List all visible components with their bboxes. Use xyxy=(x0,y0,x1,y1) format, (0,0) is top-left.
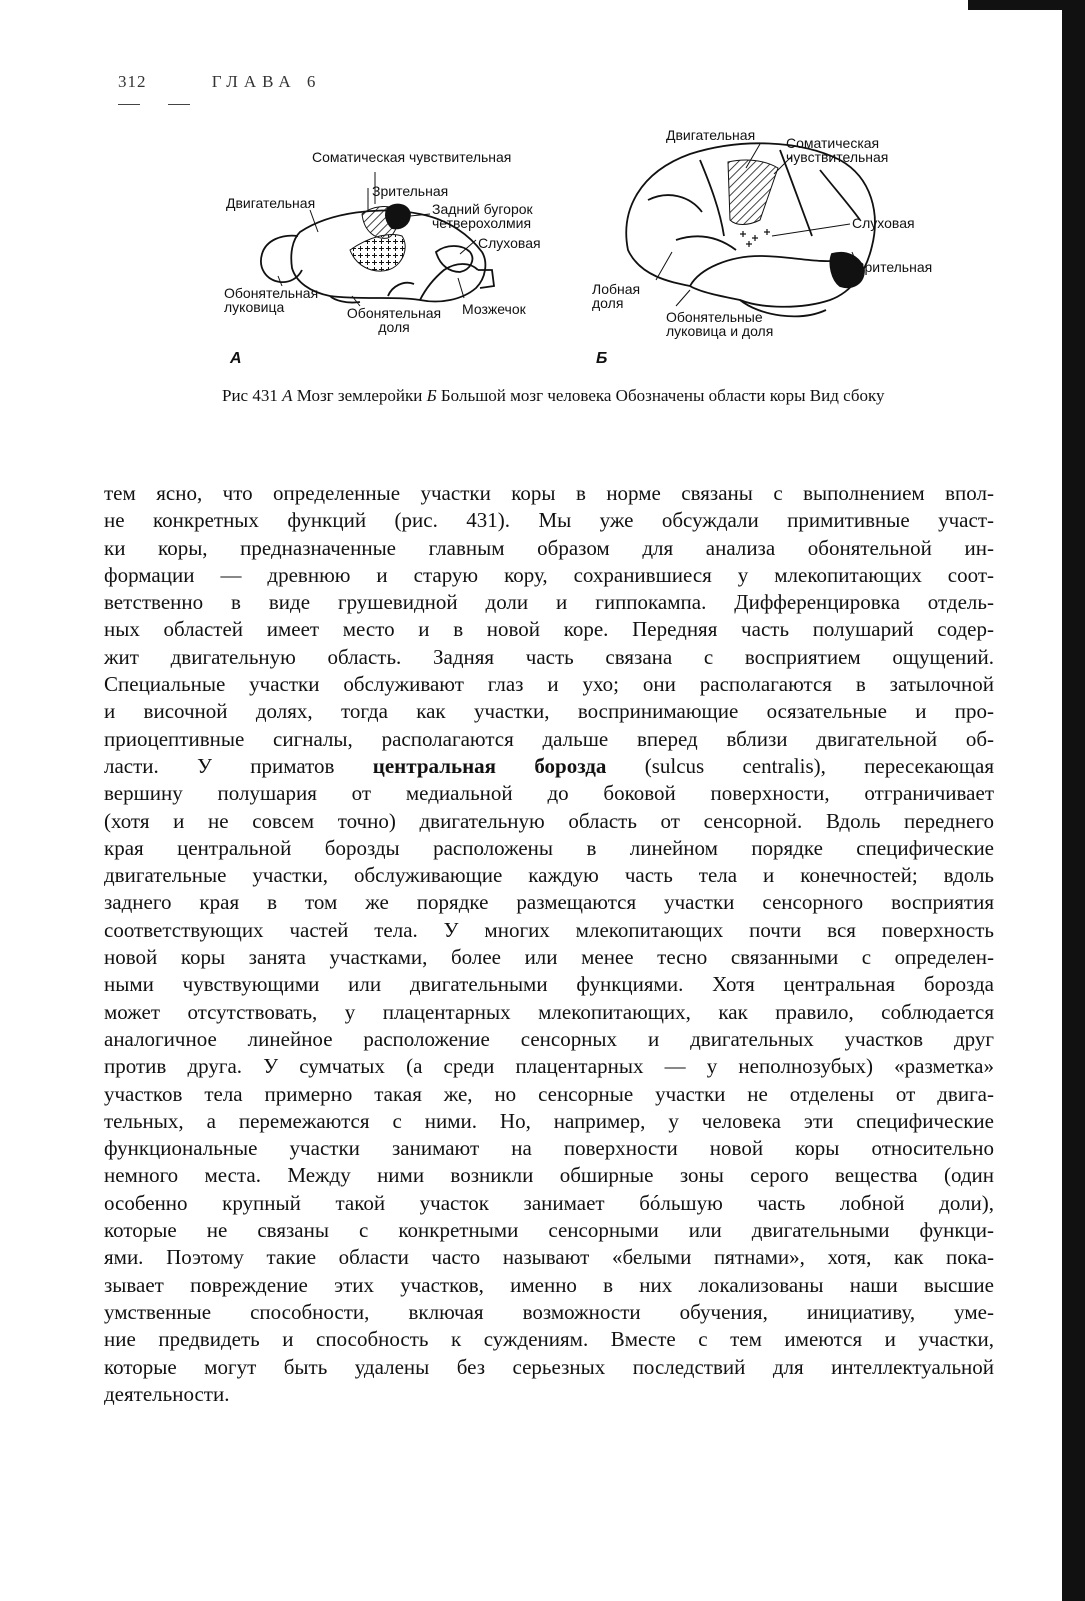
text-line: которые могут быть удалены без серьезных последствий для интеллектуальной xyxy=(104,1354,994,1379)
text-line: ями. Поэтому такие области часто называют «белыми пятнами», хотя, как пока- xyxy=(104,1245,994,1270)
text-line: против друга. У сумчатых (а среди плацентарных — у неполнозубых) «разметка» xyxy=(104,1054,994,1079)
caption-b-letter: Б xyxy=(426,386,437,405)
label-a-somatic: Соматическая чувствительная xyxy=(312,149,512,165)
text-line: Специальные участки обслуживают глаз и ухо; они располагаются в затылочной xyxy=(104,672,994,697)
label-a-olfactory-bulb: Обонятельная луковица xyxy=(224,285,319,315)
chapter-title: ГЛАВА 6 xyxy=(211,72,322,91)
label-b-olfactory: Обонятельные луковица и доля xyxy=(666,309,774,339)
text-line: заднего края в том же порядке размещаются участки сенсорного восприятия xyxy=(104,890,994,915)
panel-letter-a: А xyxy=(230,350,242,367)
text-line: и височной долях, тогда как участки, воспринимающие осязательные и про- xyxy=(104,699,994,724)
text-line: ными чувствующими или двигательными функциями. Хотя центральная борозда xyxy=(104,972,994,997)
text-line: ветственно в виде грушевидной доли и гиппокампа. Дифференцировка отдель- xyxy=(104,590,994,615)
text-line: соответствующих частей тела. У многих млекопитающих почти вся поверхность xyxy=(104,917,994,942)
text-line: функциональные участки занимают на поверхности новой коры относительно xyxy=(104,1136,994,1161)
label-a-visual: Зрительная xyxy=(372,183,449,199)
text-line: ние предвидеть и способность к суждениям. Вместе с тем имеются и участки, xyxy=(104,1327,994,1352)
text-line: приоцептивные сигналы, располагаются дальше вперед вблизи двигательной об- xyxy=(104,726,994,751)
text-span: ласти. У приматов xyxy=(104,753,373,778)
text-line: аналогичное линейное расположение сенсорных и двигательных участков друг xyxy=(104,1026,994,1051)
text-span: (sulcus centralis), пересекающая xyxy=(606,753,994,778)
text-line: ных областей имеет место и в новой коре. Передняя часть полушарий содер- xyxy=(104,617,994,642)
text-line: тельных, а перемежаются с ними. Но, например, у человека эти специфические xyxy=(104,1108,994,1133)
text-line: (хотя и не совсем точно) двигательную область от сенсорной. Вдоль переднего xyxy=(104,808,994,833)
label-a-posterior-colliculus: Задний бугорок четверохолмия xyxy=(432,201,533,231)
text-line-last: деятельности. xyxy=(104,1381,230,1406)
text-line: тем ясно, что определенные участки коры в норме связаны с выполнением впол- xyxy=(104,481,994,505)
panel-letter-b: Б xyxy=(596,350,608,367)
label-b-somatic: Соматическая чувствительная xyxy=(786,135,889,165)
caption-a-letter: А xyxy=(282,386,293,405)
body-text xyxy=(104,480,994,1408)
text-line: зывает повреждение этих участков, именно в них локализованы наши высшие xyxy=(104,1272,994,1297)
text-line: ки коры, предназначенные главным образом для анализа обонятельной ин- xyxy=(104,535,994,560)
text-line: жит двигательную область. Задняя часть связана с восприятием ощущений. xyxy=(104,644,994,669)
label-a-olfactory-lobe: Обонятельная доля xyxy=(346,305,442,335)
text-line xyxy=(104,753,994,780)
text-line: умственные способности, включая возможности обучения, инициативу, уме- xyxy=(104,1299,994,1324)
text-line: особенно крупный такой участок занимает бóльшую часть лобной доли), xyxy=(104,1190,994,1215)
label-b-motor: Двигательная xyxy=(666,127,756,143)
label-b-frontal-lobe: Лобная доля xyxy=(592,281,641,311)
text-line: вершину полушария от медиальной до боковой поверхности, отграничивает xyxy=(104,781,994,806)
label-a-auditory: Слуховая xyxy=(478,235,541,251)
label-a-motor: Двигательная xyxy=(226,195,316,211)
text-line: которые не связаны с конкретными сенсорными или двигательными функци- xyxy=(104,1218,994,1243)
text-line: немного места. Между ними возникли обширные зоны серого вещества (один xyxy=(104,1163,994,1188)
figure-431 xyxy=(0,0,1085,440)
label-b-auditory: Слуховая xyxy=(852,215,915,231)
term-central-sulcus: центральная борозда xyxy=(372,753,607,778)
text-line: участков тела примерно такая же, но сенсорные участки не отделены от двига- xyxy=(104,1081,994,1106)
text-line: не конкретных функций (рис. 431). Мы уже обсуждали примитивные участ- xyxy=(104,508,994,533)
figure-caption xyxy=(222,384,1002,408)
page-number: 312 xyxy=(118,72,147,91)
caption-b-text: Большой мозг человека Обозначены области коры Вид сбоку xyxy=(440,386,885,405)
label-a-cerebellum: Мозжечок xyxy=(462,301,526,317)
text-line: может отсутствовать, у плацентарных млекопитающих, как правило, соблюдается xyxy=(104,999,994,1024)
text-line: края центральной борозды расположены в линейном порядке специфические xyxy=(104,835,994,860)
human-brain-drawing xyxy=(626,143,875,316)
caption-prefix: Рис 431 xyxy=(222,386,278,405)
text-line: формации — древнюю и старую кору, сохранившиеся у млекопитающих соот- xyxy=(104,562,994,587)
label-b-visual: Зрительная xyxy=(856,259,933,275)
text-line: двигательные участки, обслуживающие каждую часть тела и конечностей; вдоль xyxy=(104,863,994,888)
caption-a-text: Мозг землеройки xyxy=(296,386,423,405)
text-line: новой коры занята участками, более или менее тесно связанными с определен- xyxy=(104,945,994,970)
